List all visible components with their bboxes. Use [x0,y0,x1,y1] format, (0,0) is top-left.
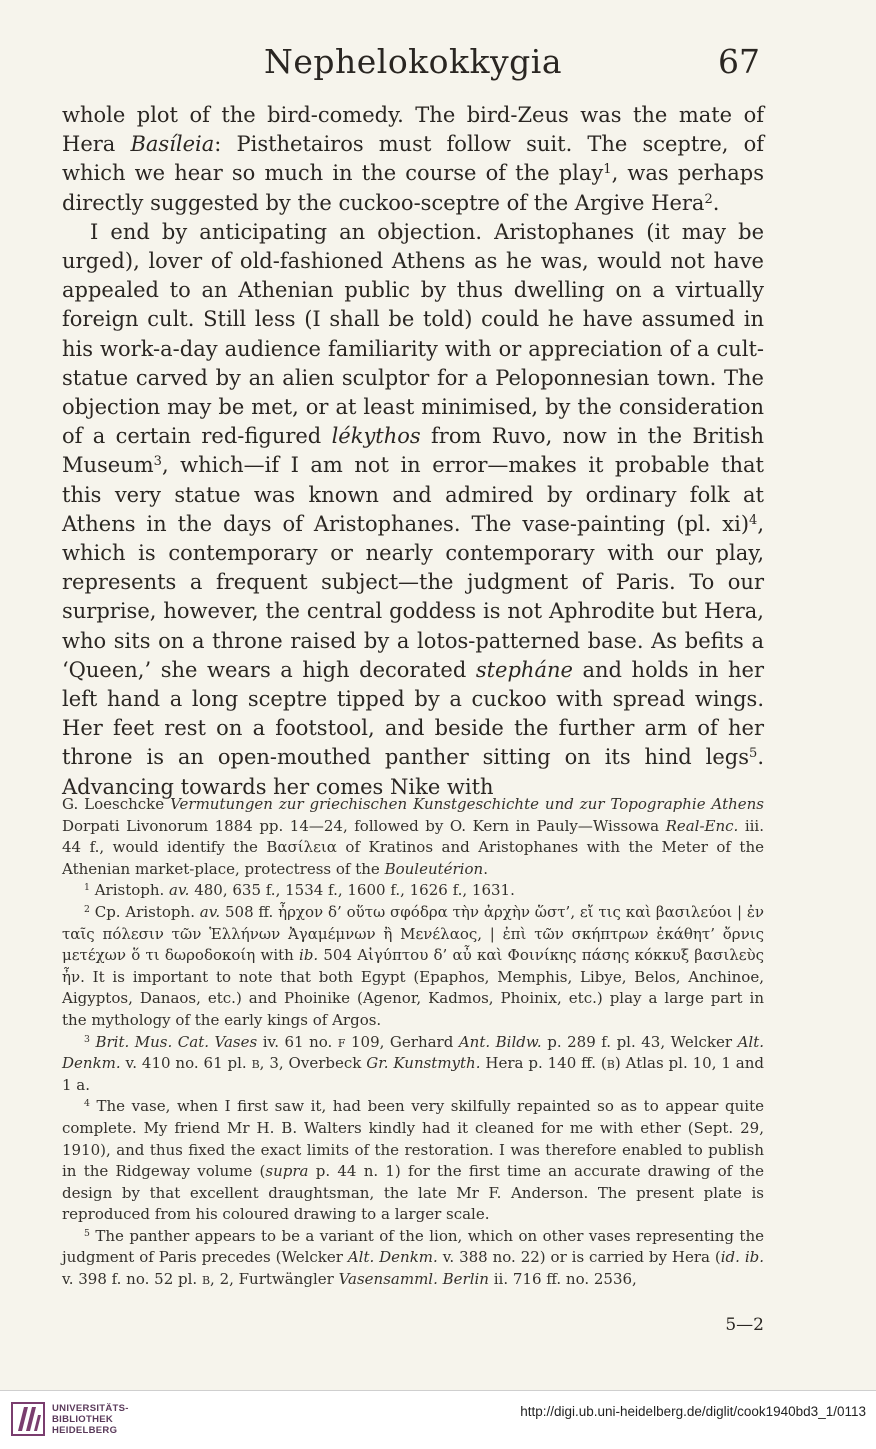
library-name-line: BIBLIOTHEK [52,1414,114,1425]
footnote-marker: 3 [153,454,162,470]
italic-text: Alt. Denkm. [62,1032,765,1073]
small-caps-text: b [251,1054,260,1073]
italic-text: Alt. Denkm. [347,1248,438,1267]
permalink-url[interactable]: http://digi.ub.uni-heidelberg.de/diglit/cook1940bd3_1/0113 [520,1404,866,1419]
running-title: Nephelokokkygia [263,42,563,81]
footnote-marker: 2 [84,903,90,915]
body-text [62,101,764,802]
library-logo[interactable] [10,1399,170,1441]
footnote-1: $^1$ Aristoph. av. 480, 635 f., 1534 f., 1600 f., 1626 f., 1631. [84,881,515,900]
footnote-marker: 4 [84,1098,90,1110]
footnote-3: $^3$ Brit. Mus. Cat. Vases iv. 61 no. f 109, Gerhard Ant. Bildw. p. 289 f. pl. 43, Welcker Alt. Denkm. v. 410 no. 61 pl. b, 3, Overbeck Gr. Kunstmyth. Hera p. 140 ff. (b) Atlas pl. 10, 1 and 1 a. [62,1032,765,1094]
italic-text: Vasensamml. Berlin [338,1270,489,1289]
italic-text: av. [199,902,221,921]
footnote-marker: 3 [84,1033,90,1045]
footnote-5: $^5$ The panther appears to be a variant of the lion, which on other vases representing the judgment of Paris precedes (Welcker Alt. Denkm. v. 388 no. 22) or is carried by Hera (id. ib. v. 398 f. no. 52 pl. b, 2, Furtwängler Vasensamml. Berlin ii. 716 ff. no. 2536, [62,1226,764,1289]
footnote-marker: 1 [603,162,612,178]
viewer-footer [0,1390,876,1449]
footnote-2: $^2$ Cp. Aristoph. av. 508 ff. ἦρχον δ’ οὕτω σφόδρα τὴν ἀρχὴν ὥστ’, εἴ τις καὶ βασιλεύοι | ἐν ταῖς πόλεσιν τῶν Ἑλλήνων Ἀγαμέμνων ἢ Μενέλαος, | ἐπὶ τῶν σκήπτρων ἐκάθητ’ ὄρνις μετέχων ὅ τι δωροδοκοίη with ib. 504 Αἰγύπτου δ’ αὖ καὶ Φοινίκης πάσης κόκκυξ βασιλεὺς ἦν. It is important to note that both Egypt (Epaphos, Memphis, Libye, Belos, Anchinoe, Aigyptos, Danaos, etc.) and Phoinike (Agenor, Kadmos, Phoinix, etc.) play a large part in the mythology of the early kings of Argos. [62,902,764,1029]
small-caps-text: b [606,1054,615,1073]
footnote-marker: 4 [749,512,758,528]
library-name-line: UNIVERSITÄTS- [52,1403,129,1414]
italic-text: Gr. Kunstmyth. [366,1054,481,1073]
footnote-marker: 2 [704,191,713,207]
library-name [52,1403,129,1436]
page-header [62,40,764,84]
italic-text: av. [169,881,190,900]
italic-text: Bouleutérion [384,859,484,878]
footnote-marker: 5 [84,1227,90,1239]
page-number: 67 [718,42,760,81]
italic-text: Real-Enc. [665,816,739,835]
small-caps-text: f [337,1032,346,1051]
italic-text: id. ib. [720,1248,764,1267]
library-emblem-icon [10,1401,46,1437]
italic-text: Ant. Bildw. [458,1032,542,1051]
body-paragraph: whole plot of the bird-comedy. The bird-Zeus was the mate of Hera Basíleia: Pisthetairos must follow suit. The sceptre, of which we hear so much in the course of the play$^1$, was perhaps directly suggested by the cuckoo-sceptre of the Argive Hera$^2$. [62,103,764,215]
library-name-line: HEIDELBERG [52,1425,118,1436]
body-paragraph: I end by anticipating an objection. Aristophanes (it may be urged), lover of old-fashioned Athens as he was, would not have appealed to an Athenian public by thus dwelling on a virtually foreign cult. Still less (I shall be told) could he have assumed in his work-a-day audience familiarity with or appreciation of a cult-statue carved by an alien sculptor for a Peloponnesian town. The objection may be met, or at least minimised, by the consideration of a certain red-figured lékythos from Ruvo, now in the British Museum$^3$, which—if I am not in error—makes it probable that this very statue was known and admired by ordinary folk at Athens in the days of Aristophanes. The vase-painting (pl. xi)$^4$, which is contemporary or nearly contemporary with our play, represents a frequent subject—the judgment of Paris. To our surprise, however, the central goddess is not Aphrodite but Hera, who sits on a throne raised by a lotos-patterned base. As befits a ‘Queen,’ she wears a high decorated stepháne and holds in her left hand a long sceptre tipped by a cuckoo with spread wings. Her feet rest on a footstool, and beside the further arm of her throne is an open-mouthed panther sitting on its hind legs$^5$. Advancing towards her comes Nike with [62,219,764,799]
italic-text: supra [265,1162,309,1181]
small-caps-text: b [201,1270,211,1289]
footnote-marker: 1 [84,882,90,894]
footnotes [62,794,764,1291]
footnote-continuation: G. Loeschcke Vermutungen zur griechischen Kunstgeschichte und zur Topographie Athens Dorpati Livonorum 1884 pp. 14—24, followed by O. Kern in Pauly—Wissowa Real-Enc. iii. 44 f., would identify the Βασίλεια of Kratinos and Aristophanes with the Meter of the Athenian market-place, protectress of the Bouleutérion. [62,795,765,878]
italic-text: Brit. Mus. Cat. Vases [95,1032,258,1051]
signature-mark: 5—2 [725,1315,764,1335]
italic-text: Vermutungen zur griechischen Kunstgeschichte und zur Topographie Athens [170,795,765,813]
italic-text: ib. [299,946,319,965]
footnote-4: $^4$ The vase, when I first saw it, had been very skilfully repainted so as to appear quite complete. My friend Mr H. B. Walters kindly had it cleaned for me with ether (Sept. 29, 1910), and thus fixed the exact limits of the restoration. I was therefore enabled to publish in the Ridgeway volume (supra p. 44 n. 1) for the first time an accurate drawing of the design by that excellent draughtsman, the late Mr F. Anderson. The present plate is reproduced from his coloured drawing to a larger scale. [62,1097,764,1224]
footnote-marker: 5 [749,746,758,762]
italic-text: lékythos [331,424,421,449]
italic-text: stepháne [475,657,573,682]
italic-text: Basíleia [130,132,215,157]
